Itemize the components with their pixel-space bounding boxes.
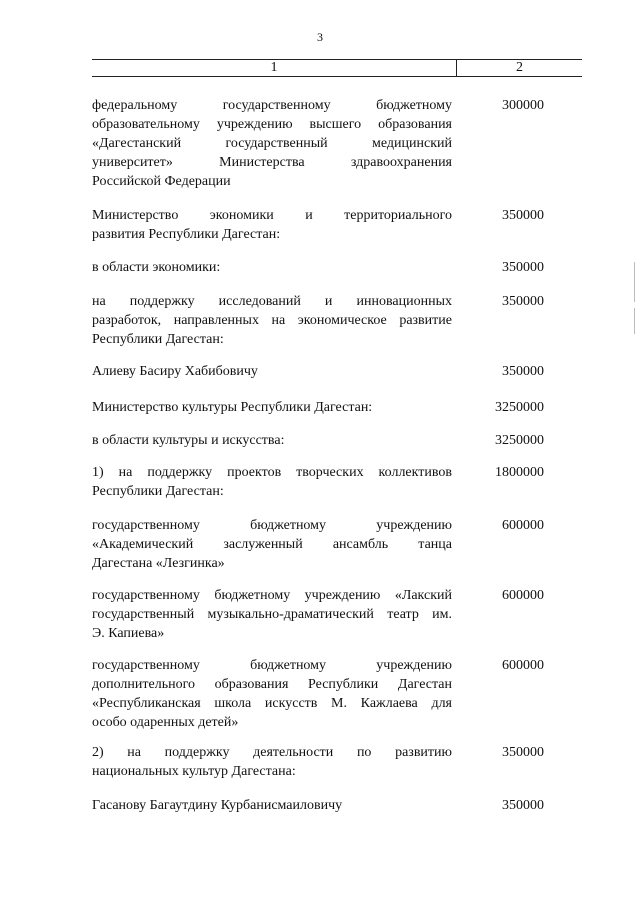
description-line: государственному бюджетному учреждению <box>92 518 452 533</box>
scan-edge-mark <box>634 308 635 334</box>
description-line: Э. Капиева» <box>92 626 165 641</box>
description-line: разработок, направленных на экономическое развитие <box>92 313 452 328</box>
column-header-1: 1 <box>92 60 457 76</box>
row-description <box>92 516 452 573</box>
row-description <box>92 292 452 349</box>
row-description <box>92 463 452 501</box>
description-line: «Академический заслуженный ансамбль танца <box>92 537 452 552</box>
description-line: национальных культур Дагестана: <box>92 764 296 779</box>
row-amount: 350000 <box>502 798 544 813</box>
table-header <box>92 59 582 77</box>
description-line: Дагестана «Лезгинка» <box>92 556 225 571</box>
column-header-2: 2 <box>516 60 523 75</box>
row-description <box>92 796 452 815</box>
description-line: дополнительного образования Республики Дагестан <box>92 677 452 692</box>
description-line: «Республиканская школа искусств М. Кажлаева для <box>92 696 452 711</box>
description-line: в области культуры и искусства: <box>92 433 285 448</box>
description-line: 1) на поддержку проектов творческих коллективов <box>92 465 452 480</box>
row-amount: 350000 <box>502 260 544 275</box>
row-description <box>92 431 452 450</box>
description-line: Гасанову Багаутдину Курбанисмаиловичу <box>92 798 343 813</box>
description-line: в области экономики: <box>92 260 221 275</box>
description-line: государственный музыкально-драматический театр им. <box>92 607 452 622</box>
scan-edge-mark <box>634 262 635 302</box>
row-amount: 350000 <box>502 745 544 760</box>
row-amount: 3250000 <box>495 433 544 448</box>
description-line: федеральному государственному бюджетному <box>92 98 452 113</box>
row-amount: 300000 <box>502 98 544 113</box>
row-description <box>92 656 452 732</box>
description-line: университет» Министерства здравоохранения <box>92 155 452 170</box>
row-amount: 350000 <box>502 364 544 379</box>
description-line: образовательному учреждению высшего образования <box>92 117 452 132</box>
description-line: развития Республики Дагестан: <box>92 227 281 242</box>
description-line: Республики Дагестан: <box>92 484 224 499</box>
row-amount: 350000 <box>502 294 544 309</box>
description-line: Министерство культуры Республики Дагестан: <box>92 400 373 415</box>
description-line: «Дагестанский государственный медицинский <box>92 136 452 151</box>
row-amount: 1800000 <box>495 465 544 480</box>
page-number: 3 <box>317 30 323 44</box>
row-description <box>92 586 452 643</box>
description-line: государственному бюджетному учреждению <box>92 658 452 673</box>
row-amount: 600000 <box>502 588 544 603</box>
row-description <box>92 362 452 381</box>
description-line: 2) на поддержку деятельности по развитию <box>92 745 452 760</box>
row-description <box>92 398 452 417</box>
row-amount: 600000 <box>502 658 544 673</box>
description-line: особо одаренных детей» <box>92 715 239 730</box>
description-line: государственному бюджетному учреждению «Лакский <box>92 588 452 603</box>
row-description <box>92 206 452 244</box>
description-line: Республики Дагестан: <box>92 332 224 347</box>
row-amount: 350000 <box>502 208 544 223</box>
description-line: Российской Федерации <box>92 174 231 189</box>
row-amount: 600000 <box>502 518 544 533</box>
description-line: на поддержку исследований и инновационных <box>92 294 452 309</box>
description-line: Алиеву Басиру Хабибовичу <box>92 364 258 379</box>
row-amount: 3250000 <box>495 400 544 415</box>
row-description <box>92 258 452 277</box>
row-description <box>92 96 452 191</box>
row-description <box>92 743 452 781</box>
description-line: Министерство экономики и территориального <box>92 208 452 223</box>
